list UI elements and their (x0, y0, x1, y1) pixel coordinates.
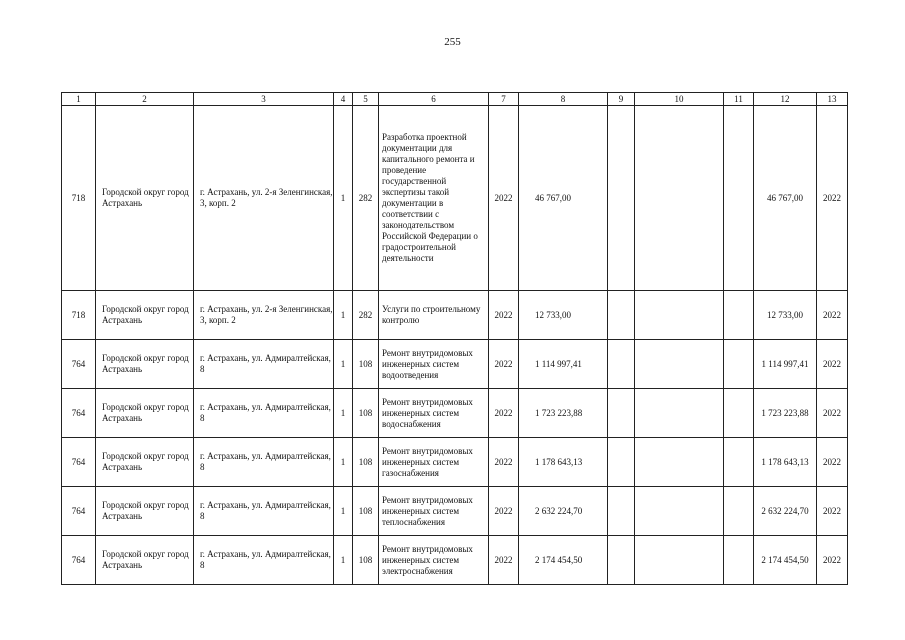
amount: 1 114 997,41 (519, 340, 608, 389)
col11-value (724, 487, 754, 536)
table-row (62, 487, 848, 536)
col5-value: 108 (353, 438, 379, 487)
object-id: 718 (62, 291, 96, 340)
end-year: 2022 (817, 106, 848, 291)
amount: 46 767,00 (519, 106, 608, 291)
municipality: Городской округ город Астрахань (96, 106, 194, 291)
municipality: Городской округ город Астрахань (96, 487, 194, 536)
total-amount: 1 114 997,41 (754, 340, 817, 389)
municipality: Городской округ город Астрахань (96, 438, 194, 487)
total-amount: 12 733,00 (754, 291, 817, 340)
end-year: 2022 (817, 487, 848, 536)
col10-value (635, 340, 724, 389)
column-header: 11 (724, 93, 754, 106)
column-header: 13 (817, 93, 848, 106)
col5-value: 108 (353, 536, 379, 585)
column-header: 2 (96, 93, 194, 106)
col10-value (635, 106, 724, 291)
col10-value (635, 291, 724, 340)
year: 2022 (489, 389, 519, 438)
column-header: 9 (608, 93, 635, 106)
table-row (62, 389, 848, 438)
amount: 2 174 454,50 (519, 536, 608, 585)
table-row (62, 291, 848, 340)
col9-value (608, 536, 635, 585)
column-header: 6 (379, 93, 489, 106)
table-row (62, 438, 848, 487)
col10-value (635, 487, 724, 536)
col10-value (635, 438, 724, 487)
object-id: 764 (62, 536, 96, 585)
total-amount: 1 723 223,88 (754, 389, 817, 438)
column-header: 7 (489, 93, 519, 106)
col4-value: 1 (334, 106, 353, 291)
col4-value: 1 (334, 487, 353, 536)
amount: 1 723 223,88 (519, 389, 608, 438)
column-header: 3 (194, 93, 334, 106)
col9-value (608, 438, 635, 487)
address: г. Астрахань, ул. 2-я Зеленгинская, 3, корп. 2 (194, 291, 334, 340)
data-table (61, 92, 848, 585)
total-amount: 2 174 454,50 (754, 536, 817, 585)
column-header: 8 (519, 93, 608, 106)
year: 2022 (489, 536, 519, 585)
address: г. Астрахань, ул. Адмиралтейская, 8 (194, 438, 334, 487)
col9-value (608, 487, 635, 536)
col5-value: 282 (353, 291, 379, 340)
end-year: 2022 (817, 438, 848, 487)
year: 2022 (489, 438, 519, 487)
end-year: 2022 (817, 340, 848, 389)
municipality: Городской округ город Астрахань (96, 536, 194, 585)
column-header: 5 (353, 93, 379, 106)
work-type: Ремонт внутридомовых инженерных систем газоснабжения (379, 438, 489, 487)
column-header: 1 (62, 93, 96, 106)
year: 2022 (489, 340, 519, 389)
object-id: 764 (62, 487, 96, 536)
end-year: 2022 (817, 536, 848, 585)
object-id: 764 (62, 389, 96, 438)
total-amount: 1 178 643,13 (754, 438, 817, 487)
total-amount: 46 767,00 (754, 106, 817, 291)
column-header: 10 (635, 93, 724, 106)
object-id: 764 (62, 340, 96, 389)
col9-value (608, 106, 635, 291)
col4-value: 1 (334, 291, 353, 340)
end-year: 2022 (817, 389, 848, 438)
col5-value: 108 (353, 487, 379, 536)
table-row (62, 106, 848, 291)
object-id: 718 (62, 106, 96, 291)
column-header: 12 (754, 93, 817, 106)
col5-value: 108 (353, 389, 379, 438)
amount: 1 178 643,13 (519, 438, 608, 487)
address: г. Астрахань, ул. 2-я Зеленгинская, 3, корп. 2 (194, 106, 334, 291)
table-row (62, 340, 848, 389)
year: 2022 (489, 106, 519, 291)
table-row (62, 536, 848, 585)
col11-value (724, 389, 754, 438)
end-year: 2022 (817, 291, 848, 340)
col9-value (608, 340, 635, 389)
work-type: Ремонт внутридомовых инженерных систем водоснабжения (379, 389, 489, 438)
col10-value (635, 389, 724, 438)
col5-value: 282 (353, 106, 379, 291)
col4-value: 1 (334, 536, 353, 585)
municipality: Городской округ город Астрахань (96, 291, 194, 340)
work-type: Разработка проектной документации для капитального ремонта и проведение государственной экспертизы такой документации в соответствии с законодательством Российской Федерации о градостроительной деятельности (379, 106, 489, 291)
municipality: Городской округ город Астрахань (96, 389, 194, 438)
col9-value (608, 389, 635, 438)
address: г. Астрахань, ул. Адмиралтейская, 8 (194, 536, 334, 585)
col11-value (724, 438, 754, 487)
address: г. Астрахань, ул. Адмиралтейская, 8 (194, 389, 334, 438)
col11-value (724, 106, 754, 291)
col4-value: 1 (334, 389, 353, 438)
col11-value (724, 340, 754, 389)
col4-value: 1 (334, 438, 353, 487)
municipality: Городской округ город Астрахань (96, 340, 194, 389)
col11-value (724, 536, 754, 585)
address: г. Астрахань, ул. Адмиралтейская, 8 (194, 487, 334, 536)
col5-value: 108 (353, 340, 379, 389)
year: 2022 (489, 487, 519, 536)
work-type: Ремонт внутридомовых инженерных систем теплоснабжения (379, 487, 489, 536)
table-header-row (62, 93, 848, 106)
col10-value (635, 536, 724, 585)
amount: 2 632 224,70 (519, 487, 608, 536)
work-type: Услуги по строительному контролю (379, 291, 489, 340)
page-number: 255 (444, 36, 461, 48)
col9-value (608, 291, 635, 340)
object-id: 764 (62, 438, 96, 487)
amount: 12 733,00 (519, 291, 608, 340)
address: г. Астрахань, ул. Адмиралтейская, 8 (194, 340, 334, 389)
col4-value: 1 (334, 340, 353, 389)
year: 2022 (489, 291, 519, 340)
total-amount: 2 632 224,70 (754, 487, 817, 536)
work-type: Ремонт внутридомовых инженерных систем водоотведения (379, 340, 489, 389)
column-header: 4 (334, 93, 353, 106)
work-type: Ремонт внутридомовых инженерных систем электроснабжения (379, 536, 489, 585)
col11-value (724, 291, 754, 340)
